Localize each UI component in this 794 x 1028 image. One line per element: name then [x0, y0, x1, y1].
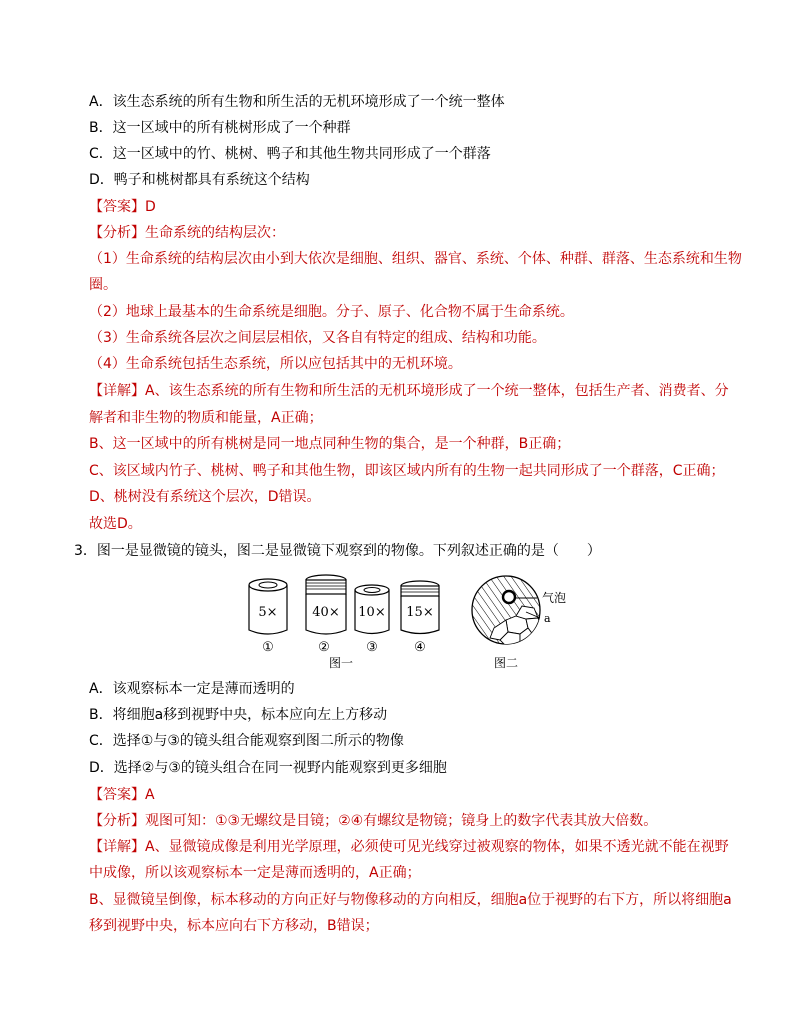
- option-a-q2: A．该生态系统的所有生物和所生活的无机环境形成了一个统一整体: [89, 94, 505, 110]
- lens-2-mag: 40×: [312, 605, 340, 620]
- lens-1-number: ①: [262, 640, 274, 655]
- question-3-stem: 3．图一是显微镜的镜头，图二是显微镜下观察到的物像。下列叙述正确的是（ ）: [74, 543, 601, 559]
- detail-q3-line-4: 移到视野中央，标本应向右下方移动，B错误；: [89, 918, 379, 934]
- option-a-q3: A．该观察标本一定是薄而透明的: [89, 681, 295, 697]
- detail-line-3: B、这一区域中的所有桃树是同一地点同种生物的集合，是一个种群，B正确；: [89, 436, 571, 452]
- option-b-q2: B．这一区域中的所有桃树形成了一个种群: [89, 120, 351, 136]
- lens-4-mag: 15×: [406, 605, 434, 620]
- caption-figure-2: 图二: [493, 656, 519, 670]
- lens-4-objective: [401, 581, 439, 634]
- bubble-label: 气泡: [541, 591, 567, 605]
- answer-q2: 【答案】D: [89, 199, 156, 215]
- lens-1-mag: 5×: [258, 605, 278, 620]
- option-c-q2: C．这一区域中的竹、桃树、鸭子和其他生物共同形成了一个群落: [89, 146, 491, 162]
- analysis-line-2: （2）地球上最基本的生命系统是细胞。分子、原子、化合物不属于生命系统。: [89, 304, 574, 320]
- analysis-q3: 【分析】观图可知：①③无螺纹是目镜；②④有螺纹是物镜；镜身上的数字代表其放大倍数。: [89, 813, 658, 829]
- lens-3-eyepiece: [355, 585, 389, 634]
- option-d-q3: D．选择②与③的镜头组合在同一视野内能观察到更多细胞: [89, 760, 447, 776]
- detail-line-2: 解者和非生物的物质和能量，A正确；: [89, 410, 323, 426]
- option-c-q3: C．选择①与③的镜头组合能观察到图二所示的物像: [89, 733, 404, 749]
- analysis-line-1: （1）生命系统的结构层次由小到大依次是细胞、组织、器官、系统、个体、种群、群落、生态系统和生物: [89, 251, 742, 267]
- bubble-shape: [503, 591, 515, 603]
- analysis-line-4: （4）生命系统包括生态系统，所以应包括其中的无机环境。: [89, 356, 462, 372]
- detail-line-4: C、该区域内竹子、桃树、鸭子和其他生物，即该区域内所有的生物一起共同形成了一个群落，C正确；: [89, 463, 725, 479]
- lens-3-number: ③: [366, 640, 378, 655]
- analysis-line-1-cont: 圈。: [89, 277, 117, 293]
- detail-q3-line-2: 中成像，所以该观察标本一定是薄而透明的，A正确；: [89, 865, 421, 881]
- detail-q3-line-1: 【详解】A、显微镜成像是利用光学原理，必须使可见光线穿过被观察的物体，如果不透光就不能在视野: [89, 839, 729, 855]
- detail-line-1: 【详解】A、该生态系统的所有生物和所生活的无机环境形成了一个统一整体，包括生产者、消费者、分: [89, 383, 729, 399]
- answer-q3: 【答案】A: [89, 787, 155, 803]
- detail-line-5: D、桃树没有系统这个层次，D错误。: [89, 489, 321, 505]
- detail-line-6: 故选D。: [89, 516, 142, 532]
- field-of-view: [470, 574, 542, 646]
- lens-4-number: ④: [414, 640, 426, 655]
- microscope-figure: [244, 572, 584, 672]
- lens-2-number: ②: [318, 640, 330, 655]
- analysis-line-3: （3）生命系统各层次之间层层相依，又各自有特定的组成、结构和功能。: [89, 330, 546, 346]
- analysis-heading-q2: 【分析】生命系统的结构层次：: [89, 225, 285, 241]
- lens-3-mag: 10×: [358, 605, 386, 620]
- cell-a-label: a: [544, 612, 551, 625]
- option-b-q3: B．将细胞a移到视野中央，标本应向左上方移动: [89, 707, 388, 723]
- detail-q3-line-3: B、显微镜呈倒像，标本移动的方向正好与物像移动的方向相反，细胞a位于视野的右下方，所以将细胞a: [89, 892, 732, 908]
- lens-1-eyepiece: [249, 579, 287, 634]
- lens-2-objective: [306, 575, 346, 634]
- caption-figure-1: 图一: [328, 656, 354, 670]
- option-d-q2: D．鸭子和桃树都具有系统这个结构: [89, 172, 310, 188]
